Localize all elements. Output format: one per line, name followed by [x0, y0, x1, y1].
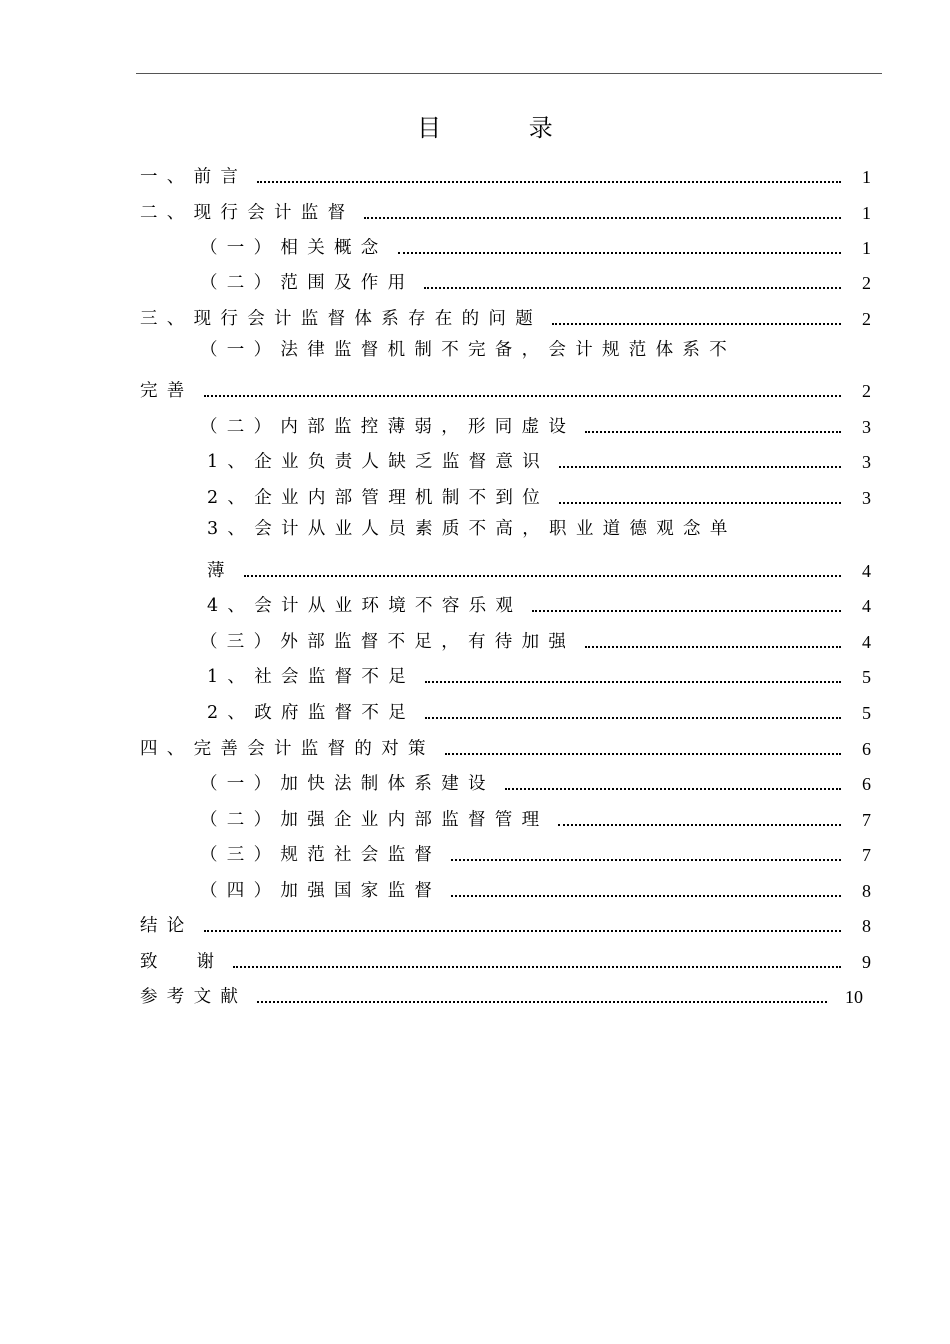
- toc-entry-page: 2: [862, 309, 871, 329]
- toc-entry-page: 4: [862, 632, 871, 652]
- toc-entry[interactable]: [200, 805, 871, 831]
- toc-entry-page: 3: [862, 488, 871, 508]
- dot-leader: [559, 502, 841, 504]
- toc-entry-page: 9: [862, 952, 871, 972]
- toc-entry-label: 参考文献: [140, 987, 248, 1007]
- toc-entry-page: 1: [862, 203, 871, 223]
- toc-entry[interactable]: [207, 483, 871, 509]
- dot-leader: [244, 575, 841, 577]
- toc-entry-label-line1[interactable]: 3、会计从业人员素质不高，职业道德观念单: [207, 519, 737, 539]
- toc-entry[interactable]: [140, 162, 871, 188]
- toc-entry[interactable]: [200, 769, 871, 795]
- toc-entry[interactable]: [200, 412, 871, 438]
- dot-leader: [425, 717, 841, 719]
- header-rule: [136, 73, 882, 74]
- toc-entry-label: 结论: [140, 916, 194, 936]
- toc-entry[interactable]: [207, 556, 871, 582]
- toc-entry-page: 4: [862, 561, 871, 581]
- toc-entry[interactable]: [200, 840, 871, 866]
- toc-entry[interactable]: [207, 591, 871, 617]
- toc-entry-page: 1: [862, 167, 871, 187]
- toc-entry[interactable]: [140, 947, 871, 973]
- toc-entry-label: （四）加强国家监督: [200, 881, 442, 901]
- toc-entry-page: 3: [862, 417, 871, 437]
- toc-entry-page: 6: [862, 739, 871, 759]
- toc-entry-label: 四、完善会计监督的对策: [140, 739, 435, 759]
- toc-entry-label: 1、企业负责人缺乏监督意识: [207, 452, 550, 472]
- toc-entry-page: 8: [862, 916, 871, 936]
- toc-entry[interactable]: [200, 876, 871, 902]
- toc-entry-label: （二）内部监控薄弱，形同虚设: [200, 417, 576, 437]
- toc-entry[interactable]: [200, 268, 871, 294]
- dot-leader: [559, 466, 841, 468]
- toc-entry-label: （一）加快法制体系建设: [200, 774, 495, 794]
- toc-entry-label: （一）相关概念: [200, 238, 388, 258]
- dot-leader: [505, 788, 841, 790]
- toc-entry-page: 6: [862, 774, 871, 794]
- toc-entry-label: 2、政府监督不足: [207, 703, 416, 723]
- toc-entry-label: （二）范围及作用: [200, 273, 415, 293]
- toc-entry-label: （二）加强企业内部监督管理: [200, 810, 549, 830]
- toc-entry-label-line1[interactable]: （一）法律监督机制不完备，会计规范体系不: [200, 340, 736, 360]
- toc-entry-label: 一、前言: [140, 167, 248, 187]
- toc-entry-label: 完善: [140, 381, 194, 401]
- toc-entry-page: 2: [862, 273, 871, 293]
- toc-title: 目 录: [417, 114, 593, 142]
- dot-leader: [424, 287, 841, 289]
- toc-entry-page: 1: [862, 238, 871, 258]
- toc-entry-label: 1、社会监督不足: [207, 667, 416, 687]
- toc-entry[interactable]: [140, 911, 871, 937]
- dot-leader: [585, 431, 841, 433]
- toc-entry-label: （三）规范社会监督: [200, 845, 442, 865]
- toc-entry[interactable]: [140, 734, 871, 760]
- dot-leader: [552, 323, 841, 325]
- toc-entry-page: 8: [862, 881, 871, 901]
- toc-entry-label: 2、企业内部管理机制不到位: [207, 488, 550, 508]
- toc-entry[interactable]: [140, 376, 871, 402]
- toc-entry-page: 7: [862, 810, 871, 830]
- toc-entry-label: 薄: [207, 561, 234, 581]
- dot-leader: [585, 646, 841, 648]
- dot-leader: [257, 181, 841, 183]
- dot-leader: [257, 1001, 827, 1003]
- toc-entry[interactable]: [207, 698, 871, 724]
- dot-leader: [451, 895, 841, 897]
- dot-leader: [398, 252, 841, 254]
- toc-entry-page: 5: [862, 667, 871, 687]
- toc-entry[interactable]: [200, 627, 871, 653]
- dot-leader: [425, 681, 841, 683]
- toc-entry-label: 二、现行会计监督: [140, 203, 355, 223]
- dot-leader: [558, 824, 841, 826]
- toc-entry-page: 4: [862, 596, 871, 616]
- dot-leader: [204, 930, 841, 932]
- dot-leader: [532, 610, 841, 612]
- toc-entry[interactable]: [207, 662, 871, 688]
- dot-leader: [204, 395, 841, 397]
- toc-entry[interactable]: [140, 982, 863, 1008]
- toc-entry-label: 致 谢: [140, 952, 224, 972]
- toc-entry-page: 5: [862, 703, 871, 723]
- toc-entry[interactable]: [140, 198, 871, 224]
- dot-leader: [451, 859, 841, 861]
- toc-entry[interactable]: [200, 233, 871, 259]
- toc-entry-label: （三）外部监督不足，有待加强: [200, 632, 576, 652]
- toc-entry-page: 2: [862, 381, 871, 401]
- toc-entry-page: 3: [862, 452, 871, 472]
- toc-entry-label: 4、会计从业环境不容乐观: [207, 596, 523, 616]
- toc-entry-label: 三、现行会计监督体系存在的问题: [140, 309, 542, 329]
- toc-entry[interactable]: [140, 304, 871, 330]
- toc-entry-page: 10: [845, 987, 863, 1007]
- dot-leader: [233, 966, 841, 968]
- dot-leader: [364, 217, 841, 219]
- toc-entry-page: 7: [862, 845, 871, 865]
- toc-entry[interactable]: [207, 447, 871, 473]
- dot-leader: [445, 753, 841, 755]
